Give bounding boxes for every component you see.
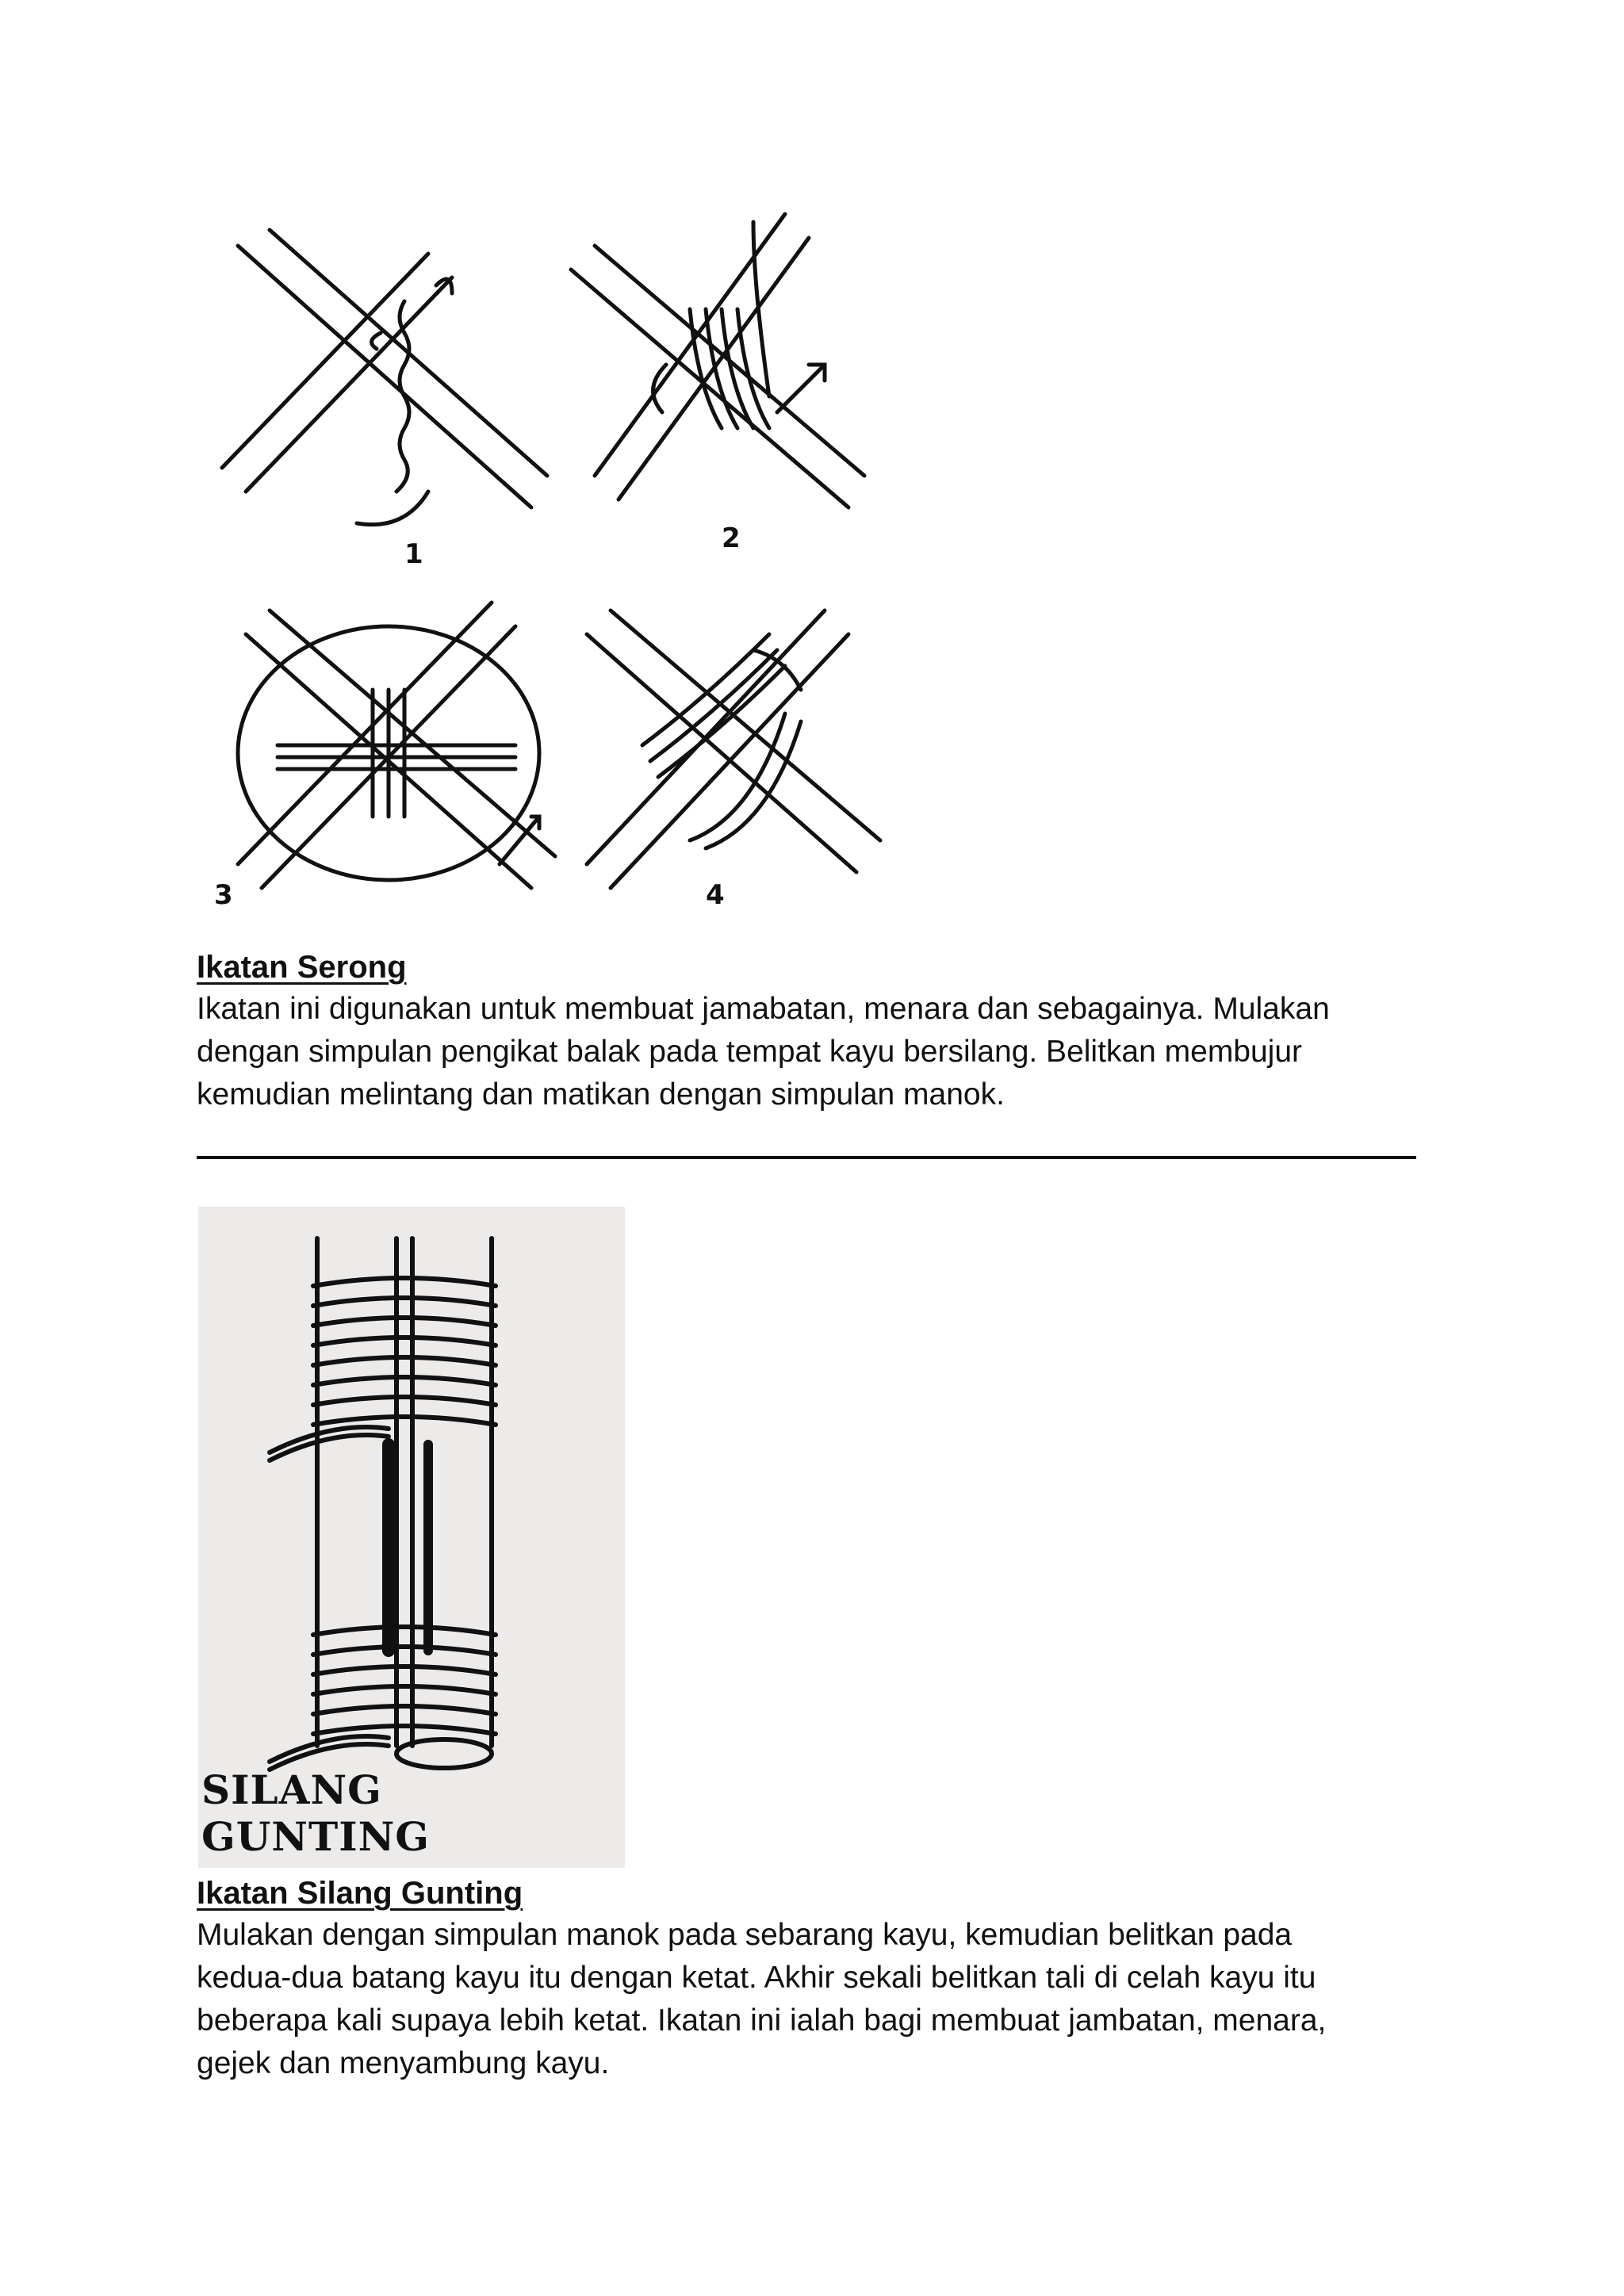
step-number-1: 1 [404,538,423,570]
section-heading-ikatan-silang-gunting: Ikatan Silang Gunting [197,1876,523,1911]
step-3-diagram [238,603,555,888]
figure-caption: SILANG GUNTING [201,1766,431,1860]
section-heading-ikatan-serong: Ikatan Serong [197,950,407,985]
section-divider [197,1156,1416,1159]
section-body-ikatan-silang-gunting: Mulakan dengan simpulan manok pada sebarang kayu, kemudian belitkan pada kedua-dua batang kayu itu dengan ketat. Akhir sekali belitkan tali di celah kayu itu beberapa kali supaya lebih ketat. Ikatan ini ialah bagi membuat jambatan, menara, gejek dan menyambung kayu. [197,1918,1327,2080]
step-number-4: 4 [706,879,725,911]
step-number-2: 2 [722,522,741,554]
section-body-ikatan-serong: Ikatan ini digunakan untuk membuat jamabatan, menara dan sebagainya. Mulakan dengan simpulan pengikat balak pada tempat kayu bersilang. Belitkan membujur kemudian melintang dan matikan dengan simpulan manok. [197,992,1330,1112]
step-4-diagram [587,610,880,888]
step-2-diagram [571,214,864,507]
diagonal-lashing-illustration [198,190,896,920]
shear-lashing-illustration [198,1207,625,1868]
step-1-diagram [222,230,547,525]
step-number-3: 3 [214,879,233,911]
